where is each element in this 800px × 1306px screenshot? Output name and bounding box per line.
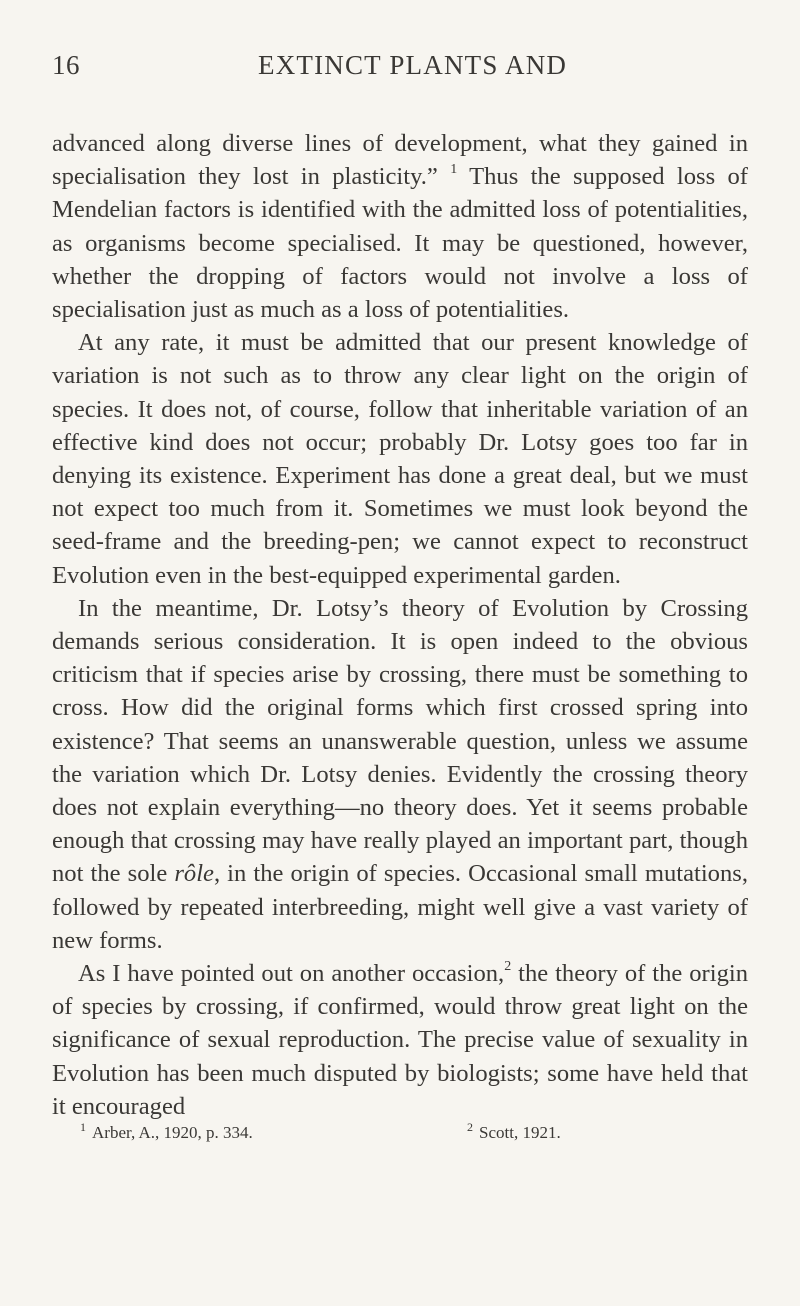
paragraph-4 [52,957,748,1123]
paragraph-1-text-after: Thus the supposed loss of Mendelian factors is identified with the admitted loss of potentialities, as organisms become specialised. It may be questioned, however, whether the dropping of factors would not involve a loss of specialisation just as much as a loss of potentialities. [52,163,748,324]
footnote-2-mark: 2 [467,1120,473,1135]
paragraph-4-text-before: As I have pointed out on another occasion, [78,960,505,988]
paragraph-1-text-before: advanced along diverse lines of development, what they gained in specialisation they lost in plasticity.” [52,130,748,191]
paragraph-3-italic-word: rôle [174,860,214,888]
footnote-2-text: Scott, 1921. [479,1123,561,1143]
footnotes [52,1120,748,1147]
footnote-1-text: Arber, A., 1920, p. 334. [92,1123,253,1143]
page-number: 16 [52,50,80,80]
running-head [52,50,748,90]
paragraph-3-text-after: , in the origin of species. Occasional small mutations, followed by repeated interbreeding, might well give a vast variety of new forms. [52,860,748,954]
running-title: EXTINCT PLANTS AND [258,50,568,80]
footnote-1 [80,1120,253,1143]
paragraph-3-text-before: In the meantime, Dr. Lotsy’s theory of Evolution by Crossing demands serious consideration. It is open indeed to the obvious criticism that if species arise by crossing, there must be something to cross. How did the original forms which first crossed spring into existence? That seems an unanswerable question, unless we assume the variation which Dr. Lotsy denies. Evidently the crossing theory does not explain everything—no theory does. Yet it seems probable enough that crossing may have really played an important part, though not the sole [52,594,748,888]
footnote-2 [467,1120,561,1143]
paragraph-1 [52,127,748,326]
paragraph-2: At any rate, it must be admitted that our present knowledge of variation is not such as to throw any clear light on the origin of species. It does not, of course, follow that inheritable variation of an effective kind does not occur; probably Dr. Lotsy goes too far in denying its existence. Experiment has done a great deal, but we must not expect too much from it. Sometimes we must look beyond the seed-frame and the breeding-pen; we cannot expect to reconstruct Evolution even in the best-equipped experimental garden. [52,329,748,589]
footnote-ref-1: 1 [450,162,458,178]
page-content [52,50,748,1147]
body-text [52,127,748,1123]
footnote-ref-2: 2 [504,958,512,974]
footnote-1-mark: 1 [80,1120,86,1135]
paragraph-3 [52,592,748,957]
paragraph-4-text-after: the theory of the origin of species by crossing, if confirmed, would throw great light on the significance of sexual reproduction. The precise value of sexuality in Evolution has been much disputed by biologists; some have held that it encouraged [52,960,748,1120]
